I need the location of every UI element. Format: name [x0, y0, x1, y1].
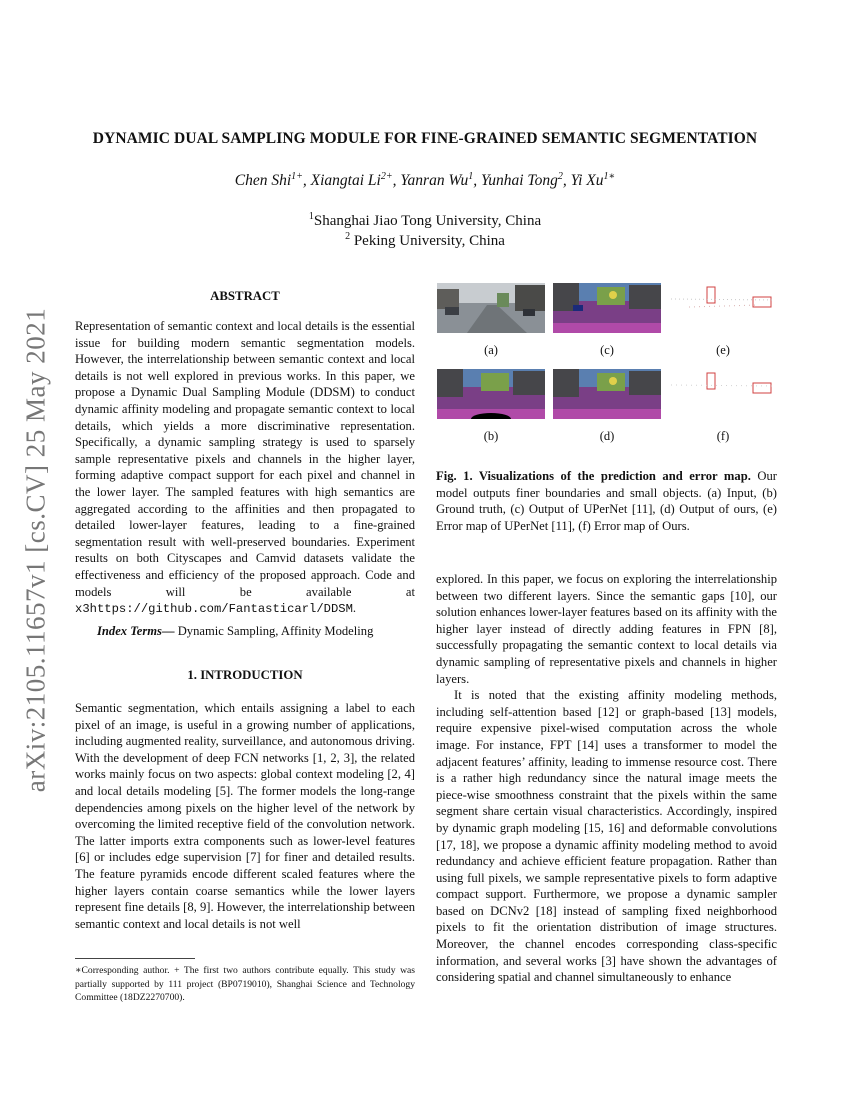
author-superscript: 1∗ — [603, 171, 616, 182]
panel-label-f: (f) — [716, 429, 730, 443]
affiliation-1 — [60, 211, 790, 230]
author-name: Yunhai Tong — [481, 172, 558, 190]
author-name: Chen Shi — [234, 172, 292, 190]
index-terms-text: Dynamic Sampling, Affinity Modeling — [174, 624, 374, 638]
figure-panel-upernet-error-map — [669, 283, 777, 333]
panel-label-c: (c) — [600, 343, 614, 357]
body-paragraph: explored. In this paper, we focus on exploring the interrelationship between two different layers. Since the semantic gaps [10], our solution enhances lower-layer features based on its affinity with the higher layer instead of directly adding features in FPN [8], successfully propagating the semantic context to local details via dynamic sampling of representative pixels and channels in higher layers. — [436, 572, 777, 686]
right-column-body — [436, 571, 777, 986]
abstract-text: Representation of semantic context and local details is the essential issue for building modern semantic segmentation models. However, the interrelationship between semantic context and local details is not well explored in previous works. In this paper, we propose a Dynamic Dual Sampling Module (DDSM) to conduct dynamic affinity modeling and propagate semantic context to local details, which yields a more discriminative representation. Specifically, a dynamic sampling strategy is used to sparsely sample representative pixels and channels in the higher layer, forming adaptive compact support for each pixel and channel in the lower layer. The sampled features with high semantics are aggregated according to the affinities and then propagated to detailed lower-layer features, leading to a fine-grained segmentation result with well-preserved boundaries. Experiment results on both Cityscapes and Camvid datasets validate the effectiveness and efficiency of the proposed approach. Code and models will be available at — [75, 319, 415, 599]
footnote-rule — [75, 958, 195, 959]
figure-1 — [437, 283, 778, 443]
figure-panel-our-error-map — [669, 369, 777, 419]
intro-heading: 1. INTRODUCTION — [187, 668, 303, 682]
arxiv-identifier: arXiv:2105.11657v1 [cs.CV] 25 May 2021 — [20, 307, 51, 793]
figure-caption — [436, 468, 777, 534]
panel-label-d: (d) — [599, 429, 615, 443]
code-url-link[interactable]: x3https://github.com/Fantasticarl/DDSM — [75, 602, 353, 617]
panel-label-e: (e) — [716, 343, 730, 357]
abstract-paragraph — [75, 318, 415, 618]
paper-title: DYNAMIC DUAL SAMPLING MODULE FOR FINE-GRAINED SEMANTIC SEGMENTATION — [92, 130, 758, 147]
author-superscript: 2+ — [380, 171, 393, 182]
intro-paragraph: Semantic segmentation, which entails assigning a label to each pixel of an image, is useful in a growing number of applications, including augmented reality, surveillance, and autonomous driving. With the development of deep FCN networks [1, 2, 3], the related works mainly focus on two aspects: global context modeling [2, 4] and local details modeling [5]. The former models the long-range dependencies among pixels on the higher level of the network by overcoming the limited receptive field of the convolution network. The latter imports extra components such as lower-level features [6] or includes edge supervision [7] for finer and detailed results. The feature pyramids encode different scaled features where the higher layers contain coarse semantics while the lower layers represent fine details [8, 9]. However, the interrelationship between semantic context and local details is not well — [75, 701, 415, 931]
affiliation-superscript: 2 — [345, 231, 351, 242]
body-paragraph: It is noted that the existing affinity modeling methods, including self-attention based [12] or graph-based [13] models, require expensive pixel-wised computation across the whole image. For instance, FPT [14] uses a transformer to model the adjacent features’ affinity, leading to immense resource cost. There is a rather high redundancy since the natural image meets the piece-wise smoothness constraint that the pixels within the same segment share certain visual characteristics. Accordingly, inspired by dynamic graph modeling [15, 16] and deformable convolutions [17, 18], we propose a dynamic affinity modeling method to avoid redundancy and achieve efficient feature propagation. Rather than using full pixels, we sample representative pixels to form adaptive compact support. Furthermore, we propose a dynamic sampler based on DCNv2 [18] instead of sampling fixed neighborhood pixels to fit the orientation distribution of image structures. Moreover, the channel encodes corresponding class-specific information, and several works [3] have shown the advantages of considering spatial and channel simultaneously to enhance — [436, 688, 777, 985]
affiliation-text: Peking University, China — [350, 233, 505, 249]
abstract-section — [75, 288, 415, 305]
affiliation-superscript: 1 — [308, 211, 314, 222]
figure-panel-ground-truth — [437, 369, 545, 419]
intro-body — [75, 700, 415, 932]
panel-label-a: (a) — [484, 343, 498, 357]
author-name: Xiangtai Li — [310, 172, 381, 190]
author-name: Yi Xu — [570, 172, 604, 190]
author-superscript: 1+ — [291, 171, 303, 182]
author-list: Chen Shi$^{1+}$, Xiangtai $Li^{2+}$, Yanran Wu$^1$, Yunhai Tong$^2$, Yi $Xu^{1∗}$ — [234, 171, 616, 190]
caption-text: Our model outputs finer boundaries and small objects. (a) Input, (b) Ground truth, (c) Output of UPerNet [11], (d) Output of ours, (e) Error map of UPerNet [11], (f) Error map of Ours. — [436, 469, 777, 533]
author-name: Yanran Wu — [400, 172, 469, 190]
intro-heading-wrap — [75, 667, 415, 684]
figure-panel-upernet-output — [553, 283, 661, 333]
index-terms-label: Index Terms— — [97, 624, 175, 638]
caption-label: Fig. 1 — [436, 469, 470, 483]
abstract-body — [75, 318, 415, 618]
arxiv-side-stamp — [16, 250, 56, 850]
affiliation-2 — [60, 231, 790, 250]
index-terms — [75, 623, 415, 640]
caption-title: . Visualizations of the prediction and error map. — [469, 469, 751, 483]
affiliation-text: Shanghai Jiao Tong University, China — [313, 213, 542, 229]
figure-panel-our-output — [553, 369, 661, 419]
author-superscript: 2 — [557, 171, 563, 182]
abstract-end: . — [352, 601, 357, 616]
author-superscript: 1 — [468, 171, 474, 182]
panel-label-b: (b) — [483, 429, 499, 443]
footnote: ∗Corresponding author. + The first two authors contribute equally. This study was partially supported by 111 project (BP0719010), Shanghai Science and Technology Committee (18DZ2270700). — [75, 965, 415, 1003]
figure-panel-input-image — [437, 283, 545, 333]
abstract-heading: ABSTRACT — [210, 289, 280, 303]
